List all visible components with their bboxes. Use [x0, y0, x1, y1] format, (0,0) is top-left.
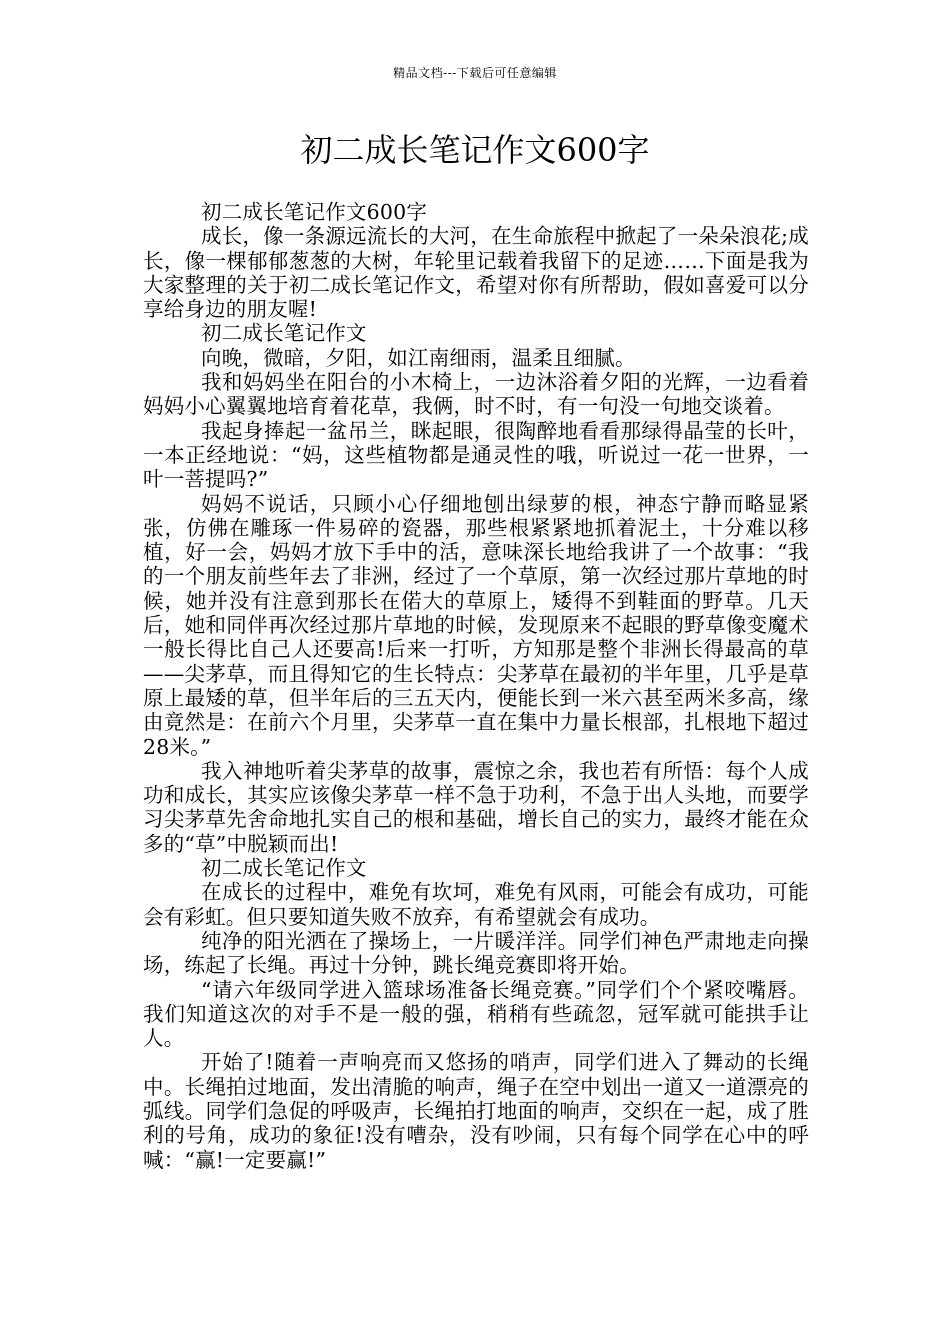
paragraph: 向晚，微暗，夕阳，如江南细雨，温柔且细腻。: [201, 345, 636, 370]
document-body: [143, 200, 809, 1172]
header-note: 精品文档---下载后可任意编辑: [393, 66, 557, 80]
document-title: 初二成长笔记作文600字: [300, 131, 650, 169]
paragraph: “请六年级同学进入篮球场准备长绳竞赛。”同学们个个紧咬嘴唇。我们知道这次的对手不是一般的强，稍稍有些疏忽，冠军就可能拱手让人。: [143, 977, 809, 1051]
paragraph: 成长，像一条源远流长的大河，在生命旅程中掀起了一朵朵浪花;成长，像一棵郁郁葱葱的大树，年轮里记载着我留下的足迹……下面是我为大家整理的关于初二成长笔记作文，希望对你有所帮助，假如喜爱可以分享给身边的朋友喔!: [143, 224, 809, 322]
paragraph: 在成长的过程中，难免有坎坷，难免有风雨，可能会有成功，可能会有彩虹。但只要知道失败不放弃，有希望就会有成功。: [143, 880, 809, 929]
paragraph: 妈妈不说话，只顾小心仔细地刨出绿萝的根，神态宁静而略显紧张，仿佛在雕琢一件易碎的瓷器，那些根紧紧地抓着泥土，十分难以移植，好一会，妈妈才放下手中的活，意味深长地给我讲了一个故事：“我的一个朋友前些年去了非洲，经过了一个草原，第一次经过那片草地的时候，她并没有注意到那长在偌大的草原上，矮得不到鞋面的野草。几天后，她和同伴再次经过那片草地的时候，发现原来不起眼的野草像变魔术一般长得比自己人还要高!后来一打听，方知那是整个非洲长得最高的草——尖茅草，而且得知它的生长特点：尖茅草在最初的半年里，几乎是草原上最矮的草，但半年后的三五天内，便能长到一米六甚至两米多高，缘由竟然是：在前六个月里，尖茅草一直在集中力量长根部，扎根地下超过28米。”: [143, 491, 809, 759]
section-heading: 初二成长笔记作文: [201, 321, 367, 346]
paragraph: 开始了!随着一声响亮而又悠扬的哨声，同学们进入了舞动的长绳中。长绳拍过地面，发出清脆的响声，绳子在空中划出一道又一道漂亮的弧线。同学们急促的呼吸声，长绳拍打地面的响声，交织在一起，成了胜利的号角，成功的象征!没有嘈杂，没有吵闹，只有每个同学在心中的呼喊：“赢!一定要赢!”: [143, 1050, 809, 1172]
paragraph: 我入神地听着尖茅草的故事，震惊之余，我也若有所悟：每个人成功和成长，其实应该像尖茅草一样不急于功利，不急于出人头地，而要学习尖茅草先舍命地扎实自己的根和基础，增长自己的实力，最终才能在众多的“草”中脱颖而出!: [143, 758, 809, 856]
paragraph: 初二成长笔记作文600字: [201, 200, 428, 224]
paragraph: 我起身捧起一盆吊兰，眯起眼，很陶醉地看看那绿得晶莹的长叶，一本正经地说：“妈，这些植物都是通灵性的哦，听说过一花一世界，一叶一菩提吗?”: [143, 418, 809, 492]
paragraph: 我和妈妈坐在阳台的小木椅上，一边沐浴着夕阳的光辉，一边看着妈妈小心翼翼地培育着花草，我俩，时不时，有一句没一句地交谈着。: [143, 370, 809, 419]
paragraph: 纯净的阳光洒在了操场上，一片暖洋洋。同学们神色严肃地走向操场，练起了长绳。再过十分钟，跳长绳竞赛即将开始。: [143, 928, 809, 978]
section-heading: 初二成长笔记作文: [201, 856, 367, 881]
